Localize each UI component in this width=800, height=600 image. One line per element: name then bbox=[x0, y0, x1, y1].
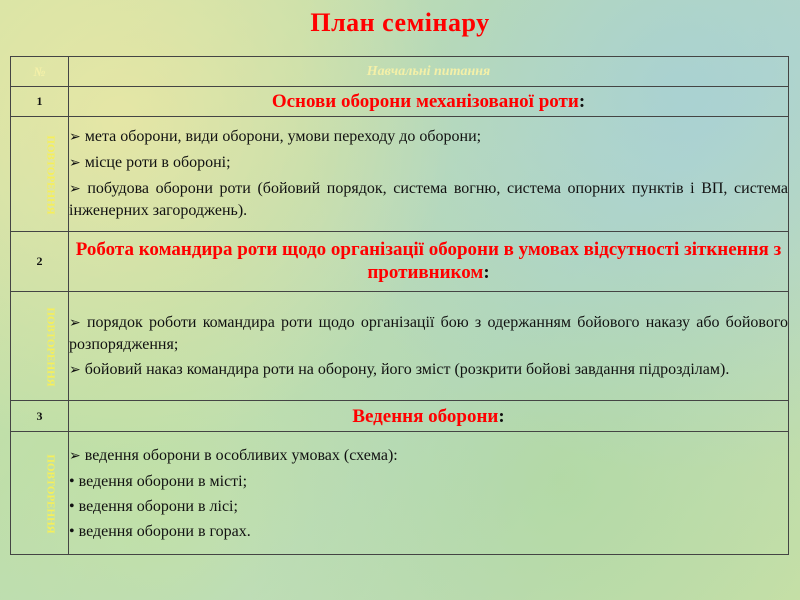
seminar-plan-table bbox=[10, 56, 789, 555]
topic-row bbox=[11, 87, 789, 117]
list-item: ➢ порядок роботи командира роти щодо організації бою з одержанням бойового наказу або бойового розпорядження; bbox=[69, 313, 788, 353]
list-item: ➢ бойовий наказ командира роти на оборону, його зміст (розкрити бойові завдання підрозділам). bbox=[69, 360, 730, 378]
content-list bbox=[69, 291, 789, 400]
topic-number: 3 bbox=[11, 401, 69, 432]
topic-content-row bbox=[11, 432, 789, 555]
list-item: • ведення оборони в місті; bbox=[69, 472, 248, 490]
list-item: • ведення оборони в лісі; bbox=[69, 497, 238, 515]
content-list bbox=[69, 117, 789, 231]
topic-title: Робота командира роти щодо організації оборони в умовах відсутності зіткнення з противником: bbox=[69, 231, 789, 291]
list-item: ➢ місце роти в обороні; bbox=[69, 154, 231, 172]
list-item: • ведення оборони в горах. bbox=[69, 522, 251, 540]
side-label: ПОВТОРЕННЯ bbox=[11, 291, 69, 400]
table-header-row bbox=[11, 57, 789, 87]
topic-number: 2 bbox=[11, 231, 69, 291]
header-questions: Навчальні питання bbox=[69, 57, 789, 87]
side-label: ПОВТОРЕННЯ bbox=[11, 117, 69, 231]
topic-title: Ведення оборони: bbox=[69, 401, 789, 432]
list-item: ➢ мета оборони, види оборони, умови переходу до оборони; bbox=[69, 128, 482, 146]
topic-content-row bbox=[11, 117, 789, 231]
topic-row bbox=[11, 401, 789, 432]
topic-title: Основи оборони механізованої роти: bbox=[69, 87, 789, 117]
content-list bbox=[69, 432, 789, 555]
side-label: ПОВТОРЕННЯ bbox=[11, 432, 69, 555]
topic-number: 1 bbox=[11, 87, 69, 117]
header-number: № bbox=[11, 57, 69, 87]
list-item: ➢ ведення оборони в особливих умовах (схема): bbox=[69, 446, 398, 464]
topic-row bbox=[11, 231, 789, 291]
page-title: План семінару bbox=[310, 8, 490, 37]
list-item: ➢ побудова оборони роти (бойовий порядок, система вогню, система опорних пунктів і ВП, система інженерних загороджень). bbox=[69, 180, 789, 220]
topic-content-row bbox=[11, 291, 789, 400]
